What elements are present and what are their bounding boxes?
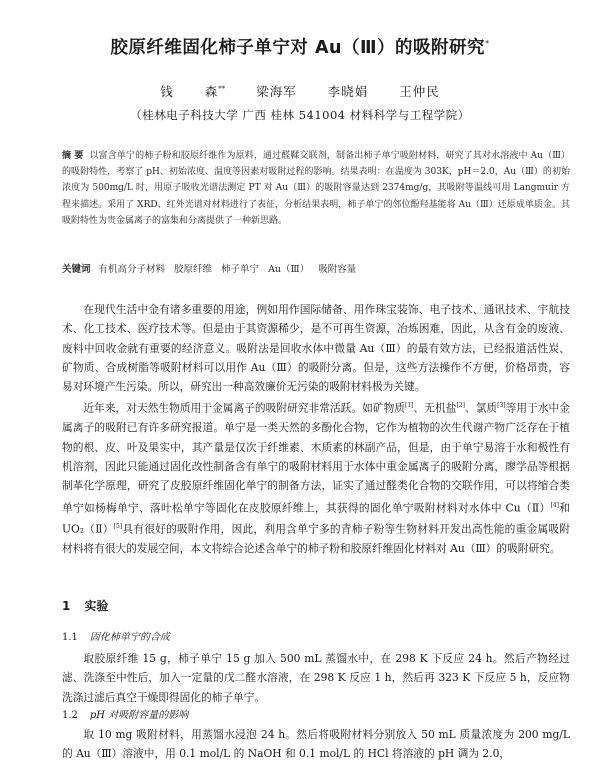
- section-title: 实验: [84, 599, 109, 613]
- intro-paragraph: 在现代生活中金有诸多重要的用途，例如用作国际储备、用作珠宝装饰、电子技术、通讯技术、宇航技术、化工技术、医疗技术等。但是由于其资源稀少，是不可再生资源，冶炼困难，因此，从含有金的废液、废料中回收金就有重要的经济意义。吸附法是回收水体中微量 Au（Ⅲ）的最有效方法，已经报道活性炭、矿物质、合成树脂等吸附材料可以用作 Au（Ⅲ）的吸附分离。但是，这些方法操作不方便，价格昂贵，容易对环境产生污染。所以，研究出一种高效廉价无污染的吸附材料极为关键。: [62, 303, 570, 394]
- introduction: [62, 300, 570, 559]
- subsection-title: pH 对吸附容量的影响: [89, 710, 189, 721]
- subsection-heading: [62, 706, 188, 721]
- author: 李晓娟: [327, 84, 369, 99]
- subsection-title: 固化柿单宁的合成: [89, 632, 170, 643]
- keyword: 有机高分子材料: [98, 264, 166, 275]
- author-footnote-mark: **: [218, 84, 226, 93]
- keywords-label: 关键词: [62, 264, 91, 275]
- section-number: 1: [62, 599, 71, 613]
- citation: [1]: [405, 402, 414, 410]
- subsection-number: 1.2: [62, 710, 78, 721]
- section-body: [62, 725, 570, 764]
- keywords: [62, 262, 570, 278]
- paper-title: [0, 34, 600, 59]
- body-paragraph: 取 10 mg 吸附材料，用蒸馏水浸泡 24 h。然后将吸附材料分别放入 50 mL 质量浓度为 200 mg/L 的 Au（Ⅲ）溶液中，用 0.1 mol/L 的 NaOH 和 0.1 mol/L 的 HCl 将溶液的 pH 调为 2.0，: [62, 728, 570, 761]
- author: 王仲民: [399, 84, 440, 99]
- affiliation: （桂林电子科技大学 广西 桂林 541004 材料科学与工程学院）: [130, 108, 470, 122]
- intro-paragraph: 近年来，对天然生物质用于金属离子的吸附研究非常活跃。如矿物质[1]、无机盐[2]、氯质[3]等用于水中金属离子的吸附已有许多研究报道。单宁是一类天然的多酚化合物，它作为植物的次生代谢产物广泛存在于植物的根、皮、叶及果实中，其产量是仅次于纤维素、木质素的林副产品，但是，由于单宁易溶于水和极性有机溶剂，因此只能通过固化改性制备含有单宁的吸附材料用于水体中重金属离子的吸附分离，廖学品等根据制革化学原理，研究了皮胶原纤维固化单宁的制备方法，证实了通过醛类化合物的交联作用，可以将缩合类单宁如杨梅单宁、落叶松单宁等固化在皮胶原纤维上，其获得的固化单宁吸附材料对水体中 Cu（Ⅱ）[4]和 UO₂（Ⅱ）[5]具有很好的吸附作用，因此，利用含单宁多的青柿子粉等生物材料开发出高性能的重金属吸附材料将有很大的发展空间，本文将综合论述含单宁的柿子粉和胶原纤维固化材料对 Au（Ⅲ）的吸附研究。: [62, 402, 570, 556]
- keyword: 柿子单宁: [221, 264, 260, 275]
- author-list: [0, 82, 600, 100]
- keyword: 胶原纤维: [174, 264, 213, 275]
- title-footnote-mark: *: [485, 39, 490, 49]
- author: 钱 森**: [160, 84, 226, 99]
- body-paragraph: 取胶原纤维 15 g，柿子单宁 15 g 加入 500 mL 蒸馏水中，在 298 K 下反应 24 h。然后产物经过滤、洗涤至中性后，加入一定量的戊二醛水溶液，在 298 K 反应 1 h，然后再 323 K 下反应 5 h，反应物洗涤过滤后真空干燥即得固化的柿子单宁。: [62, 652, 570, 704]
- author: 梁海军: [256, 84, 297, 99]
- section-body: [62, 649, 570, 707]
- abstract: [62, 148, 570, 229]
- citation: [2]: [456, 402, 465, 410]
- keyword: Au（Ⅲ）: [268, 264, 310, 275]
- citation: [5]: [113, 523, 123, 531]
- abstract-text: 以富含单宁的柿子粉和胶原纤维作为原料，通过醛鞣交联剂，制备出柿子单宁吸附材料，研究了其对水溶液中 Au（Ⅲ）的吸附特性，考察了 pH、初始浓度、温度等因素对吸附过程的影响。结果表明：在温度为 303K，pH＝2.0，Au（Ⅲ）的初始浓度为 500mg/L 时，用原子吸收光谱法测定 PT 对 Au（Ⅲ）的吸附容量达到 2374mg/g，其吸附等温线可用 Langmuir 方程来描述。采用了 XRD、红外光谱对材料进行了表征，分析结果表明，柿子单宁的邻位酚羟基能将 Au（Ⅲ）还原成单质金。其吸附特性为贵金属离子的富集和分离提供了一种新思路。: [62, 151, 571, 226]
- citation: [3]: [497, 402, 506, 410]
- section-heading: [62, 597, 108, 614]
- subsection-heading: [62, 628, 170, 643]
- subsection-number: 1.1: [62, 632, 78, 643]
- keyword: 吸附容量: [318, 264, 357, 275]
- title-text: 胶原纤维固化柿子单宁对 Au（Ⅲ）的吸附研究: [110, 38, 486, 58]
- abstract-label: 摘 要: [62, 151, 84, 161]
- citation: [4]: [550, 501, 559, 509]
